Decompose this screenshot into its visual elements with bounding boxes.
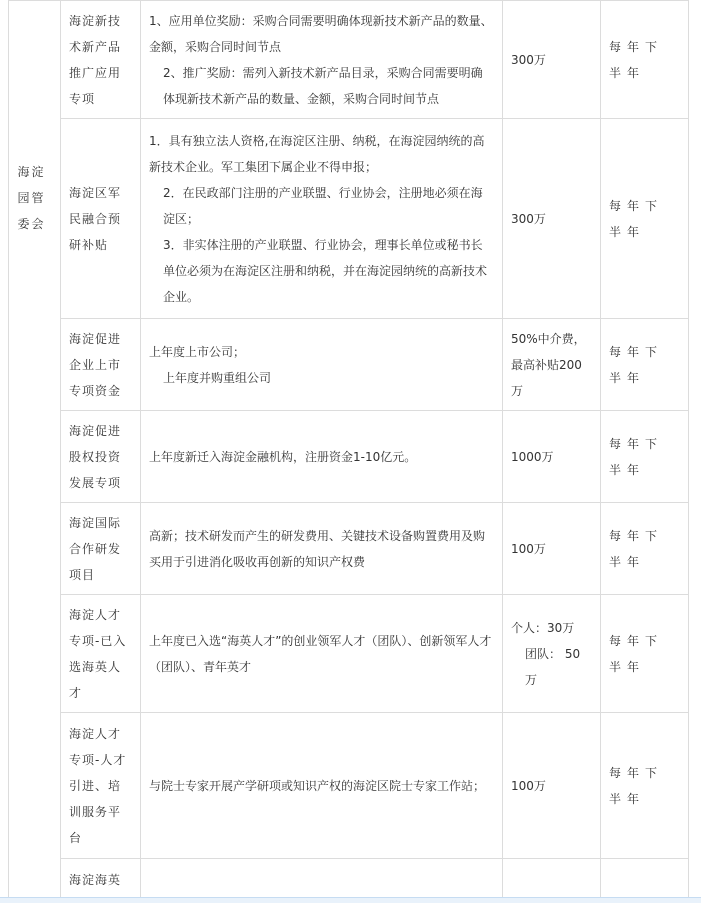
condition-line: 2、推广奖励：需列入新技术新产品目录，采购合同需要明确体现新技术新产品的数量、金额，采购合同时间节点: [163, 65, 483, 106]
table-row: [9, 859, 689, 903]
condition-line: 与院士专家开展产学研项或知识产权的海淀区院士专家工作站；: [149, 778, 486, 793]
amount-cell: [503, 595, 601, 713]
time-cell: 每年下半年: [601, 713, 689, 859]
time-cell: 每年下半年: [601, 595, 689, 713]
amount-cell: 100万: [503, 503, 601, 595]
time-cell: 每年下半年: [601, 119, 689, 319]
department-cell: [9, 1, 61, 903]
conditions-cell: [141, 319, 503, 411]
condition-line: 上年度新迁入海淀金融机构，注册资金1-10亿元。: [149, 449, 417, 464]
table-row: [9, 713, 689, 859]
program-name: 海淀国际合作研发项目: [61, 503, 141, 595]
program-name: 海淀人才专项-已入选海英人才: [61, 595, 141, 713]
condition-line: 上年度已入选“海英人才”的创业领军人才（团队）、创新领军人才（团队）、青年英才: [149, 633, 492, 674]
amount-cell: 300万: [503, 1, 601, 119]
program-name: 海淀促进企业上市专项资金: [61, 319, 141, 411]
condition-line: 1、应用单位奖励：采购合同需要明确体现新技术新产品的数量、金额，采购合同时间节点: [149, 13, 493, 54]
table-row: [9, 503, 689, 595]
conditions-cell: [141, 503, 503, 595]
table-row: [9, 595, 689, 713]
program-name: 海淀海英: [61, 859, 141, 903]
policy-table: [8, 0, 689, 903]
time-cell: 每年下半年: [601, 411, 689, 503]
conditions-cell: [141, 411, 503, 503]
conditions-cell: [141, 859, 503, 903]
conditions-cell: [141, 595, 503, 713]
conditions-cell: [141, 119, 503, 319]
amount-cell: 50%中介费，最高补贴200万: [503, 319, 601, 411]
table-row: [9, 1, 689, 119]
amount-cell: 300万: [503, 119, 601, 319]
program-name: 海淀新技术新产品推广应用专项: [61, 1, 141, 119]
condition-line: 上年度并购重组公司: [163, 370, 272, 385]
amount-line: 个人：30万: [511, 620, 575, 635]
program-name: 海淀区军民融合预研补贴: [61, 119, 141, 319]
condition-line: 3．非实体注册的产业联盟、行业协会，理事长单位或秘书长单位必须为在海淀区注册和纳税，并在海淀园纳统的高新技术企业。: [163, 237, 488, 304]
amount-cell: 1000万: [503, 411, 601, 503]
condition-line: 2．在民政部门注册的产业联盟、行业协会，注册地必须在海淀区；: [163, 185, 483, 226]
table-row: [9, 411, 689, 503]
condition-line: 上年度上市公司；: [149, 344, 246, 359]
time-cell: [601, 859, 689, 903]
condition-line: 1．具有独立法人资格,在海淀区注册、纳税，在海淀园纳统的高新技术企业。军工集团下属企业不得申报；: [149, 133, 485, 174]
department-name: 海淀园管委会: [17, 165, 46, 231]
program-name: 海淀人才专项-人才引进、培训服务平台: [61, 713, 141, 859]
amount-cell: [503, 859, 601, 903]
time-cell: 每年下半年: [601, 1, 689, 119]
conditions-cell: [141, 713, 503, 859]
table-row: [9, 319, 689, 411]
time-cell: 每年下半年: [601, 503, 689, 595]
conditions-cell: [141, 1, 503, 119]
condition-line: 高新；技术研发而产生的研发费用、关键技术设备购置费用及购买用于引进消化吸收再创新的知识产权费: [149, 528, 486, 569]
bottom-strip: [0, 897, 701, 903]
program-name: 海淀促进股权投资发展专项: [61, 411, 141, 503]
amount-line: 团队： 50万: [525, 646, 581, 687]
table-row: [9, 119, 689, 319]
amount-cell: 100万: [503, 713, 601, 859]
time-cell: 每年下半年: [601, 319, 689, 411]
